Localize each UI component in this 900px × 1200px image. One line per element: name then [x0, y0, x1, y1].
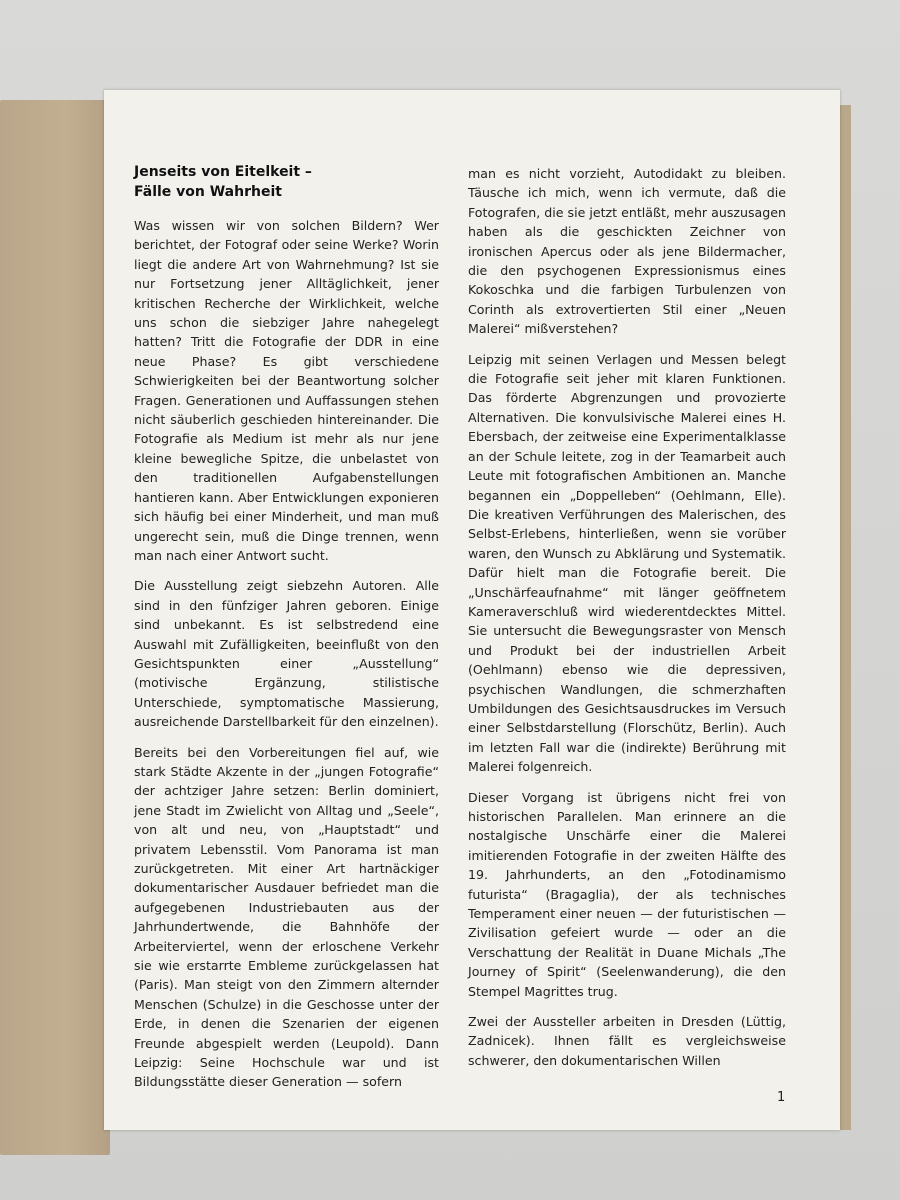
page-number: 1: [777, 1090, 786, 1105]
article-heading: [134, 162, 439, 202]
paragraph: Zwei der Aussteller arbeiten in Dresden (Lüttig, Zadnicek). Ihnen fällt es vergleichsweise schwerer, den dokumentarischen Willen: [468, 1014, 786, 1068]
right-column: [468, 164, 786, 1081]
paragraph: Bereits bei den Vorbereitungen fiel auf, wie stark Städte Akzente in der „jungen Fotografie“ der achtziger Jahre setzen: Berlin dominiert, jene Stadt im Zwielicht von Alltag und „Seele“, von alt und neu, von „Hauptstadt“ und privatem Lebensstil. Vom Panorama ist man zurückgetreten. Mit einer Art hartnäckiger dokumentarischer Ausdauer befriedet man die aufgegebenen Industriebauten aus der Jahrhundertwende, die Bahnhöfe der Arbeiterviertel, wenn der erloschene Verkehr sie wie erstarrte Embleme zurückgelassen hat (Paris). Man steigt von den Zimmern alternder Menschen (Schulze) in die Geschosse unter der Erde, in denen die Szenarien der eigenen Freunde abgespielt werden (Leupold). Dann Leipzig: Seine Hochschule war und ist Bildungsstätte dieser Generation — sofern: [134, 744, 439, 1090]
booklet-back-cover: [0, 100, 110, 1155]
paragraph: Die Ausstellung zeigt siebzehn Autoren. Alle sind in den fünfziger Jahren geboren. Einige sind unbekannt. Es ist selbstredend eine Auswahl mit Zufälligkeiten, beeinflußt von den Gesichtspunkten einer „Ausstellung“ (motivische Ergänzung, stilistische Unterschiede, symptomatische Massierung, ausreichende Darstellbarkeit für den einzelnen).: [134, 578, 439, 730]
paragraph: man es nicht vorzieht, Autodidakt zu bleiben. Täusche ich mich, wenn ich vermute, daß die Fotografen, die sie jetzt entläßt, mehr auszusagen haben als die geschickten Zeichner von ironischen Apercus oder als jene Bildermacher, die den psychogenen Expressionismus eines Kokoschka und die farbigen Turbulenzen von Corinth als extrovertierten Stil einer „Neuen Malerei“ mißverstehen?: [468, 166, 786, 337]
paragraph: Was wissen wir von solchen Bildern? Wer berichtet, der Fotograf oder seine Werke? Worin liegt die andere Art von Wahrnehmung? Ist sie nur Fortsetzung jener Alltäglichkeit, jener kritischen Recherche der Wirklichkeit, welche uns schon die siebziger Jahre nahegelegt hatten? Tritt die Fotografie der DDR in eine neue Phase? Es gibt verschiedene Schwierigkeiten bei der Beantwortung solcher Fragen. Generationen und Auffassungen stehen nicht säuberlich geschieden hintereinander. Die Fotografie als Medium ist mehr als nur jene kleine bewegliche Spitze, die unbelastet von den traditionellen Aufgabenstellungen hantieren kann. Aber Entwicklungen exponieren sich häufig bei einer Minderheit, und man muß ungerecht sein, muß die Dinge trennen, wenn man nach einer Antwort sucht.: [134, 218, 439, 563]
heading-line-2: Fälle von Wahrheit: [134, 184, 282, 200]
paragraph: Leipzig mit seinen Verlagen und Messen belegt die Fotografie seit jeher mit klaren Funktionen. Das förderte Abgrenzungen und provozierte Alternativen. Die konvulsivische Malerei eines H. Ebersbach, der zeitweise eine Experimentalklasse an der Schule leitete, zog in der Teamarbeit auch Leute mit fotografischen Ambitionen an. Manche begannen ein „Doppelleben“ (Oehlmann, Elle). Die kreativen Verführungen des Malerischen, des Selbst-Erlebens, hinterließen, wenn sie vorüber waren, den Wunsch zu Abklärung und Systematik. Dafür hielt man die Fotografie bereit. Die „Unschärfeaufnahme“ mit länger geöffnetem Kameraverschluß wird wiederentdecktes Mittel. Sie untersucht die Bewegungsraster von Mensch und Produkt bei der industriellen Arbeit (Oehlmann) ebenso wie die depressiven, psychischen Wandlungen, die schmerzhaften Umbildungen des Gesichtsausdruckes im Versuch einer Selbstdarstellung (Florschütz, Berlin). Auch im letzten Fall war die (indirekte) Berührung mit Malerei folgenreich.: [468, 351, 786, 775]
document-page: [104, 90, 840, 1130]
heading-line-1: Jenseits von Eitelkeit –: [134, 164, 312, 180]
paragraph: Dieser Vorgang ist übrigens nicht frei von historischen Parallelen. Man erinnere an die nostalgische Unschärfe einer die Malerei imitierenden Fotografie in der zweiten Hälfte des 19. Jahrhunderts, an den „Fotodinamismo futurista“ (Bragaglia), der als technisches Temperament einer neuen — der futuristischen — Zivilisation gefeiert wurde — oder an die Verschattung der Realität in Duane Michals „The Journey of Spirit“ (Seelenwanderung), die den Stempel Magrittes trug.: [468, 789, 786, 999]
left-column: [134, 162, 439, 1103]
